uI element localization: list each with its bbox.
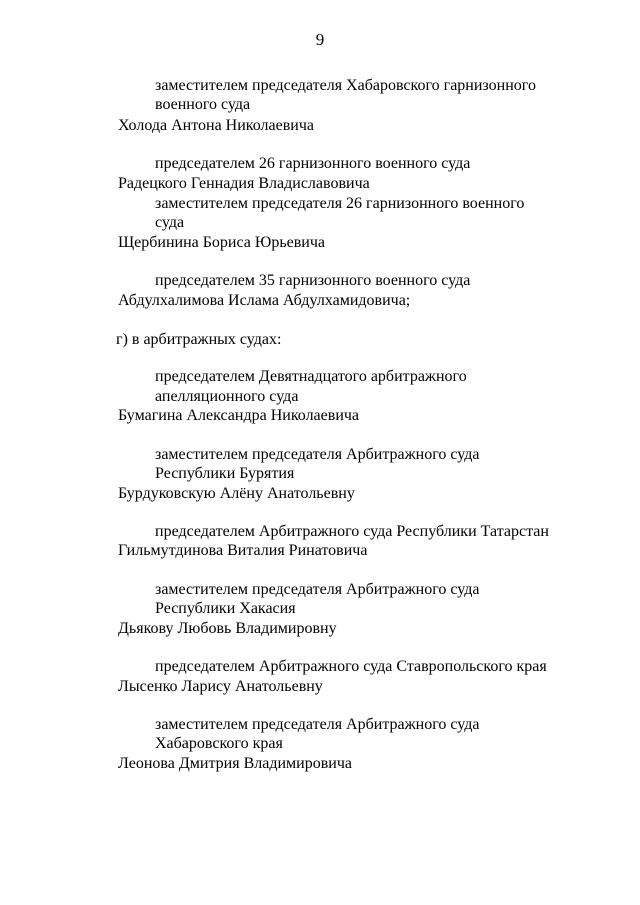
person-name: Лысенко Ларису Анатольевну	[118, 678, 323, 695]
text-line: председателем Арбитражного суда Республики Татарстан	[155, 523, 549, 540]
person-name: Щербинина Бориса Юрьевича	[118, 234, 325, 251]
person-name: Абдулхалимова Ислама Абдулхамидовича;	[118, 292, 411, 309]
text-line: председателем 35 гарнизонного военного суда	[155, 272, 471, 289]
text-line: Республики Бурятия	[155, 465, 295, 482]
text-line: заместителем председателя Арбитражного суда	[155, 446, 480, 463]
text-line: апелляционного суда	[155, 388, 299, 405]
person-name: Бурдуковскую Алёну Анатольевну	[118, 485, 355, 502]
text-line: Хабаровского края	[155, 735, 283, 752]
person-name: Бумагина Александра Николаевича	[118, 407, 360, 424]
person-name: Леонова Дмитрия Владимировича	[118, 755, 352, 772]
text-line: председателем 26 гарнизонного военного суда	[155, 155, 471, 172]
person-name: Гильмутдинова Виталия Ринатовича	[118, 542, 368, 559]
text-line: председателем Девятнадцатого арбитражного	[155, 368, 467, 385]
text-line: заместителем председателя Арбитражного суда	[155, 581, 480, 598]
page-number: 9	[315, 30, 325, 49]
text-line: председателем Арбитражного суда Ставропольского края	[155, 658, 547, 675]
text-line: заместителем председателя 26 гарнизонного военного	[155, 195, 525, 212]
text-line: Республики Хакасия	[155, 600, 296, 617]
person-name: Дьякову Любовь Владимировну	[118, 620, 337, 637]
text-line: заместителем председателя Хабаровского гарнизонного	[155, 77, 536, 94]
person-name: Холода Антона Николаевича	[118, 117, 314, 134]
section-heading: г) в арбитражных судах:	[116, 331, 282, 348]
text-line: военного суда	[155, 96, 251, 113]
person-name: Радецкого Геннадия Владиславовича	[118, 175, 370, 192]
text-line: суда	[155, 214, 185, 231]
text-line: заместителем председателя Арбитражного суда	[155, 716, 480, 733]
